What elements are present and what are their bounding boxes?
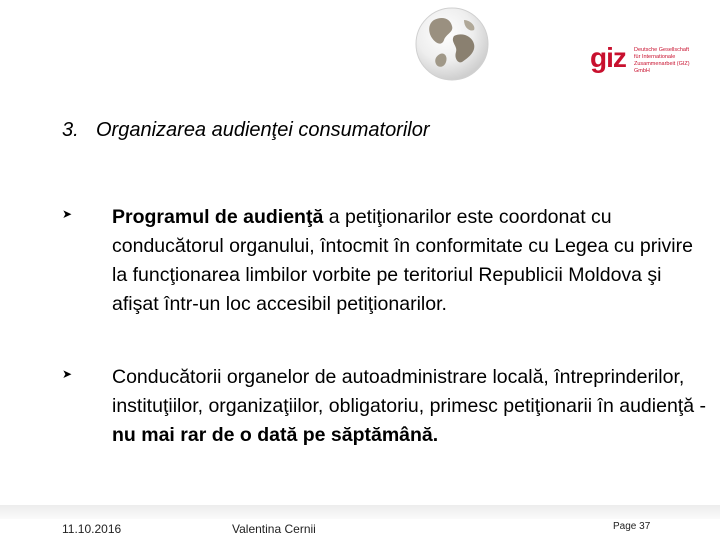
slide-title [62, 119, 430, 142]
logo-text-line: Deutsche Gesellschaft [634, 47, 690, 53]
logo-text [634, 47, 702, 75]
logo-text-line: für Internationale [634, 54, 676, 60]
footer-date: 11.10.2016 [62, 522, 122, 536]
arrow-bullet-icon: ➤ [62, 207, 73, 221]
giz-logo [590, 44, 702, 76]
title-text: Organizarea audienţei consumatorilor [96, 119, 430, 141]
logo-mark: giz [590, 42, 626, 73]
bullet-rest-text: Conducătorii organelor de autoadministrare locală, întreprinderilor, instituţiilor, organizaţiilor, obligatoriu, primesc petiţionarii în audienţă - [112, 366, 706, 417]
bullet-text [112, 363, 712, 450]
page-number: Page 37 [613, 521, 651, 532]
logo-text-line: Zusammenarbeit (GIZ) GmbH [634, 61, 690, 74]
footer-author: Valentina Cernii [232, 522, 316, 536]
footer-divider [0, 505, 720, 519]
arrow-bullet-icon: ➤ [62, 367, 73, 381]
bullet-bold-text: nu mai rar de o dată pe săptămână. [112, 424, 439, 446]
bullet-rest-text: a petiţionarilor este coordonat cu conducătorul organului, întocmit în conformitate cu Legea cu privire la funcţionarea limbilor vorbite pe teritoriul Republicii Moldova şi afişat într-un loc accesibil petiţionarilor. [112, 206, 693, 315]
title-number: 3. [62, 119, 79, 141]
bullet-text [112, 203, 712, 319]
bullet-bold-text: Programul de audienţă [112, 206, 324, 228]
globe-icon [414, 6, 490, 82]
